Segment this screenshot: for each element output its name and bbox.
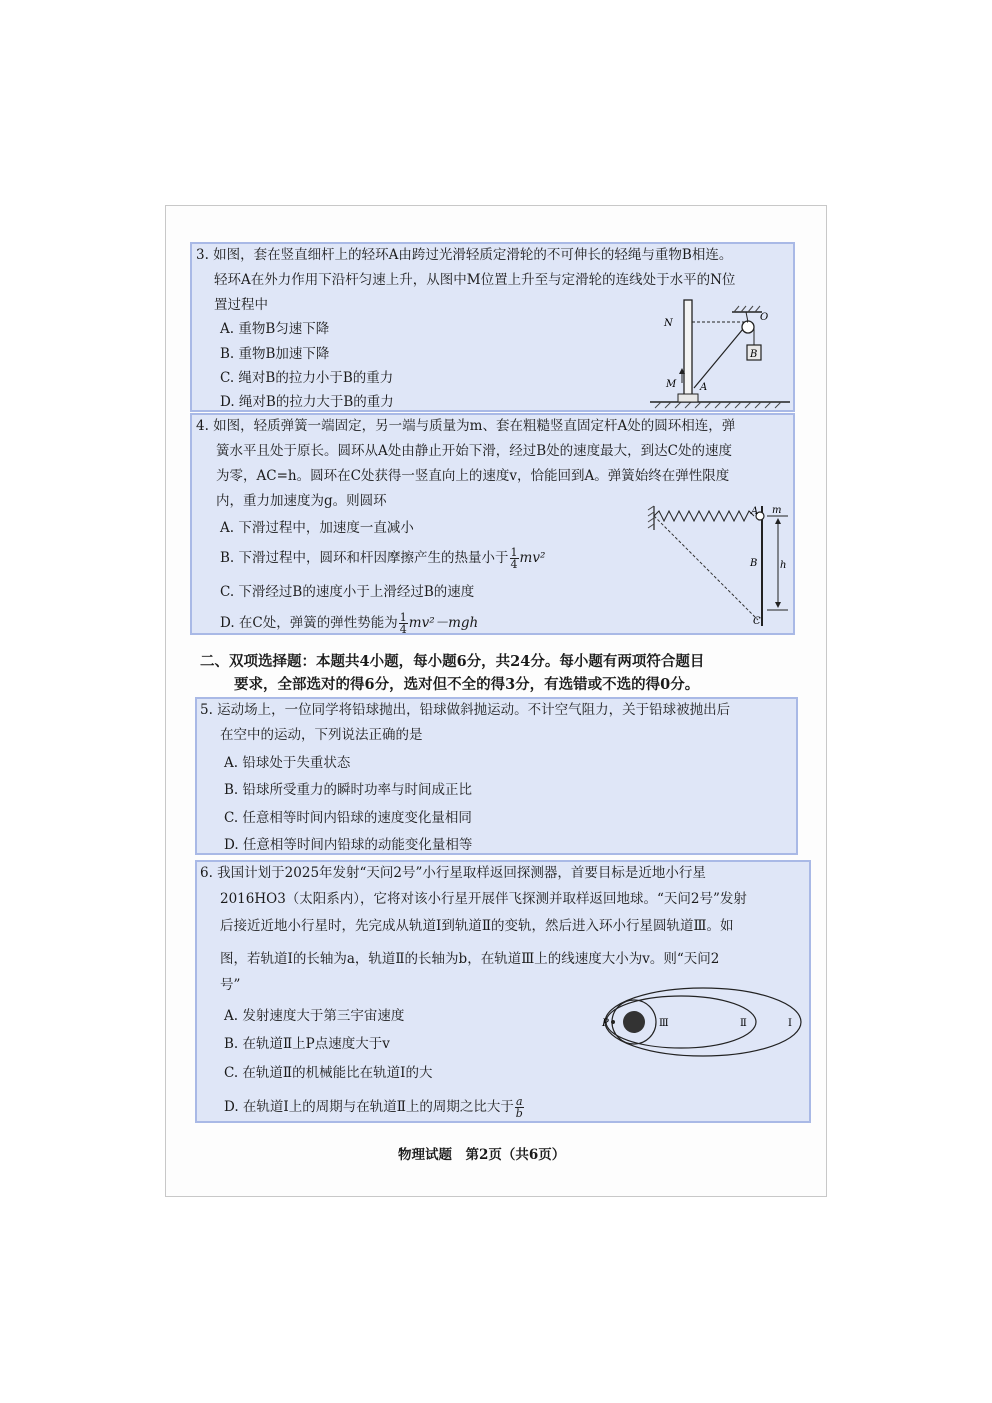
q6-option-c: C. 在轨道Ⅱ的机械能比在轨道Ⅰ的大 bbox=[224, 1065, 433, 1081]
q4-label-m: m bbox=[772, 505, 782, 516]
q4-option-b-term: mv² bbox=[519, 550, 546, 566]
question-5-box bbox=[195, 697, 798, 855]
q4-label-a: A bbox=[751, 506, 759, 517]
q6-label-orbit-2: Ⅱ bbox=[740, 1018, 747, 1029]
q4-option-d-text: D. 在C处，弹簧的弹性势能为 bbox=[220, 615, 398, 631]
q6-option-d-frac-num: a bbox=[515, 1095, 523, 1108]
q3-pulley-figure bbox=[650, 290, 795, 410]
q4-stem-line-3: 为零，AC=h。圆环在C处获得一竖直向上的速度v，恰能回到A。弹簧始终在弹性限度 bbox=[216, 468, 730, 484]
q5-stem-line-2: 在空中的运动，下列说法正确的是 bbox=[220, 727, 423, 743]
q6-label-orbit-3: Ⅲ bbox=[659, 1018, 669, 1029]
q3-stem-line-2: 轻环A在外力作用下沿杆匀速上升，从图中M位置上升至与定滑轮的连线处于水平的N位 bbox=[214, 272, 736, 288]
q6-option-b: B. 在轨道Ⅱ上P点速度大于v bbox=[224, 1036, 390, 1052]
q3-option-d: D. 绳对B的拉力大于B的重力 bbox=[220, 394, 394, 410]
q4-label-c: C bbox=[753, 616, 761, 627]
q6-stem-line-5: 号” bbox=[220, 977, 241, 993]
q5-option-d: D. 任意相等时间内铅球的动能变化量相等 bbox=[224, 837, 473, 853]
q6-stem-line-4: 图，若轨道Ⅰ的长轴为a，轨道Ⅱ的长轴为b，在轨道Ⅲ上的线速度大小为v。则“天问2 bbox=[220, 951, 720, 967]
q3-label-n: N bbox=[664, 318, 673, 329]
q5-option-a: A. 铅球处于失重状态 bbox=[224, 755, 351, 771]
q6-stem-line-1: 6. 我国计划于2025年发射“天问2号”小行星取样返回探测器，首要目标是近地小行星 bbox=[200, 865, 706, 881]
q3-label-a: A bbox=[700, 382, 708, 393]
q4-option-b bbox=[220, 547, 545, 570]
q3-stem-line-1: 3. 如图，套在竖直细杆上的轻环A由跨过光滑轻质定滑轮的不可伸长的轻绳与重物B相连。 bbox=[196, 247, 733, 263]
q4-stem-line-4: 内，重力加速度为g。则圆环 bbox=[216, 493, 387, 509]
q4-option-b-fraction bbox=[510, 547, 519, 570]
q5-option-c: C. 任意相等时间内铅球的速度变化量相同 bbox=[224, 810, 472, 826]
q4-option-b-frac-num: 1 bbox=[510, 546, 518, 559]
section-2-heading-line-2: 要求，全部选对的得6分，选对但不全的得3分，有选错或不选的得0分。 bbox=[234, 676, 700, 693]
q5-stem-line-1: 5. 运动场上，一位同学将铅球抛出，铅球做斜抛运动。不计空气阻力，关于铅球被抛出后 bbox=[200, 702, 731, 718]
q6-option-d bbox=[224, 1096, 525, 1119]
q4-option-c: C. 下滑经过B的速度小于上滑经过B的速度 bbox=[220, 584, 475, 600]
q4-label-b: B bbox=[750, 558, 758, 569]
q3-label-m: M bbox=[666, 379, 677, 390]
q4-option-d-frac-num: 1 bbox=[399, 611, 407, 624]
q6-option-d-frac-den: b bbox=[515, 1107, 523, 1120]
q4-option-d bbox=[220, 612, 478, 635]
q3-stem-line-3: 置过程中 bbox=[214, 297, 268, 313]
q4-option-a: A. 下滑过程中，加速度一直减小 bbox=[220, 520, 414, 536]
q5-option-b: B. 铅球所受重力的瞬时功率与时间成正比 bbox=[224, 782, 473, 798]
q4-option-d-term: mv²－mgh bbox=[408, 615, 479, 631]
q6-option-d-text: D. 在轨道Ⅰ上的周期与在轨道Ⅱ上的周期之比大于 bbox=[224, 1099, 514, 1115]
q4-option-b-text: B. 下滑过程中，圆环和杆因摩擦产生的热量小于 bbox=[220, 550, 509, 566]
q4-stem-line-2: 簧水平且处于原长。圆环从A处由静止开始下滑，经过B处的速度最大，到达C处的速度 bbox=[216, 443, 732, 459]
q4-spring-figure bbox=[640, 500, 795, 630]
q6-stem-line-2: 2016HO3（太阳系内），它将对该小行星开展伴飞探测并取样返回地球。“天问2号”发射 bbox=[220, 891, 747, 907]
page-footer: 物理试题 第2页（共6页） bbox=[398, 1147, 566, 1163]
q3-label-b: B bbox=[750, 349, 758, 360]
q4-option-b-frac-den: 4 bbox=[510, 558, 518, 571]
q6-label-orbit-1: Ⅰ bbox=[788, 1018, 792, 1029]
q3-label-o: O bbox=[760, 312, 769, 323]
q4-stem-line-1: 4. 如图，轻质弹簧一端固定，另一端与质量为m、套在粗糙竖直固定杆A处的圆环相连，弹 bbox=[196, 418, 736, 434]
q6-orbit-figure bbox=[598, 985, 808, 1065]
q4-option-d-frac-den: 4 bbox=[399, 623, 407, 636]
q3-option-a: A. 重物B匀速下降 bbox=[220, 321, 330, 337]
q4-label-h: h bbox=[780, 560, 787, 571]
q6-label-p: P bbox=[602, 1018, 609, 1029]
section-2-heading-line-1: 二、双项选择题：本题共4小题，每小题6分，共24分。每小题有两项符合题目 bbox=[200, 653, 705, 670]
q6-option-a: A. 发射速度大于第三宇宙速度 bbox=[224, 1008, 405, 1024]
q6-option-d-fraction bbox=[515, 1096, 524, 1119]
q4-option-d-fraction bbox=[399, 612, 408, 635]
q3-option-c: C. 绳对B的拉力小于B的重力 bbox=[220, 370, 394, 386]
q3-option-b: B. 重物B加速下降 bbox=[220, 346, 330, 362]
q6-stem-line-3: 后接近近地小行星时，先完成从轨道Ⅰ到轨道Ⅱ的变轨，然后进入环小行星圆轨道Ⅲ。如 bbox=[220, 918, 734, 934]
